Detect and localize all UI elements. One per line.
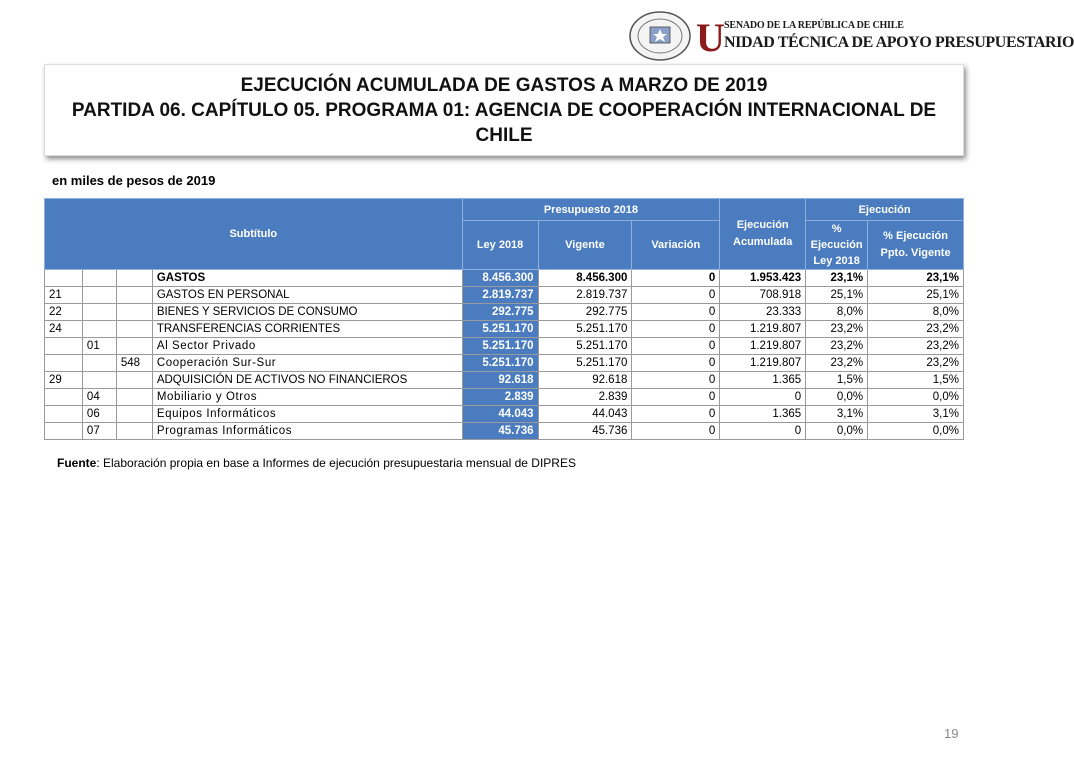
- variacion-value: 0: [632, 406, 720, 423]
- asignacion-code: [116, 321, 152, 338]
- pct-vigente-value: 3,1%: [868, 406, 964, 423]
- variacion-value: 0: [632, 338, 720, 355]
- asignacion-code: [116, 304, 152, 321]
- row-name: Mobiliario y Otros: [152, 389, 462, 406]
- variacion-value: 0: [632, 423, 720, 440]
- table-row: [45, 321, 964, 338]
- vigente-value: 2.839: [538, 389, 632, 406]
- ley-2018-value: 92.618: [462, 372, 538, 389]
- units-label: en miles de pesos de 2019: [52, 173, 216, 188]
- item-code: [82, 287, 116, 304]
- ejecucion-value: 0: [720, 389, 806, 406]
- header-presupuesto: Presupuesto 2018: [462, 199, 720, 221]
- pct-vigente-value: 0,0%: [868, 389, 964, 406]
- ejecucion-value: 0: [720, 423, 806, 440]
- brand-unit-line: NIDAD TÉCNICA DE APOYO PRESUPUESTARIO: [724, 34, 1074, 51]
- title-line-2: PARTIDA 06. CAPÍTULO 05. PROGRAMA 01: AGENCIA DE COOPERACIÓN INTERNACIONAL DE: [71, 100, 937, 121]
- ejecucion-value: 1.219.807: [720, 338, 806, 355]
- ejecucion-value: 23.333: [720, 304, 806, 321]
- pct-vigente-value: 23,1%: [868, 270, 964, 287]
- subtitulo-code: [45, 270, 83, 287]
- item-code: 07: [82, 423, 116, 440]
- pct-ley-value: 25,1%: [806, 287, 868, 304]
- table-row: [45, 338, 964, 355]
- header-pct-vigente: % Ejecución Ppto. Vigente: [868, 221, 964, 270]
- variacion-value: 0: [632, 270, 720, 287]
- vigente-value: 5.251.170: [538, 355, 632, 372]
- pct-ley-value: 1,5%: [806, 372, 868, 389]
- header-logo: [628, 10, 1074, 62]
- pct-ley-value: 0,0%: [806, 389, 868, 406]
- ejecucion-value: 1.365: [720, 406, 806, 423]
- item-code: [82, 304, 116, 321]
- header-ejecucion-group: Ejecución: [806, 199, 964, 221]
- pct-ley-value: 23,1%: [806, 270, 868, 287]
- asignacion-code: [116, 270, 152, 287]
- pct-vigente-value: 8,0%: [868, 304, 964, 321]
- pct-ley-value: 23,2%: [806, 355, 868, 372]
- variacion-value: 0: [632, 389, 720, 406]
- vigente-value: 45.736: [538, 423, 632, 440]
- variacion-value: 0: [632, 304, 720, 321]
- row-name: ADQUISICIÓN DE ACTIVOS NO FINANCIEROS: [152, 372, 462, 389]
- pct-vigente-value: 0,0%: [868, 423, 964, 440]
- asignacion-code: 548: [116, 355, 152, 372]
- header-pct-ley: % Ejecución Ley 2018: [806, 221, 868, 270]
- row-name: TRANSFERENCIAS CORRIENTES: [152, 321, 462, 338]
- source-label: Fuente: [57, 456, 97, 470]
- table-row: [45, 270, 964, 287]
- row-name: Programas Informáticos: [152, 423, 462, 440]
- row-name: Cooperación Sur-Sur: [152, 355, 462, 372]
- row-name: Al Sector Privado: [152, 338, 462, 355]
- title-line-1: EJECUCIÓN ACUMULADA DE GASTOS A MARZO DE 2019: [240, 75, 768, 96]
- vigente-value: 5.251.170: [538, 321, 632, 338]
- subtitulo-code: [45, 423, 83, 440]
- ejecucion-value: 1.365: [720, 372, 806, 389]
- source-note: [57, 456, 576, 470]
- pct-vigente-value: 23,2%: [868, 321, 964, 338]
- ley-2018-value: 292.775: [462, 304, 538, 321]
- title-line-3: CHILE: [475, 125, 533, 146]
- source-text: : Elaboración propia en base a Informes de ejecución presupuestaria mensual de DIPRES: [96, 456, 576, 470]
- asignacion-code: [116, 287, 152, 304]
- asignacion-code: [116, 389, 152, 406]
- vigente-value: 44.043: [538, 406, 632, 423]
- variacion-value: 0: [632, 321, 720, 338]
- brand-senate-line: SENADO DE LA REPÚBLICA DE CHILE: [724, 20, 904, 31]
- senate-seal-icon: [628, 10, 692, 62]
- item-code: 04: [82, 389, 116, 406]
- ley-2018-value: 44.043: [462, 406, 538, 423]
- asignacion-code: [116, 423, 152, 440]
- pct-ley-value: 3,1%: [806, 406, 868, 423]
- table-row: [45, 287, 964, 304]
- asignacion-code: [116, 372, 152, 389]
- ejecucion-value: 1.219.807: [720, 321, 806, 338]
- table-row: [45, 372, 964, 389]
- asignacion-code: [116, 406, 152, 423]
- page-number: 19: [944, 726, 959, 741]
- title-box: [44, 64, 964, 156]
- ley-2018-value: 2.839: [462, 389, 538, 406]
- subtitulo-code: [45, 338, 83, 355]
- vigente-value: 8.456.300: [538, 270, 632, 287]
- item-code: [82, 270, 116, 287]
- variacion-value: 0: [632, 372, 720, 389]
- pct-ley-value: 23,2%: [806, 321, 868, 338]
- ley-2018-value: 45.736: [462, 423, 538, 440]
- asignacion-code: [116, 338, 152, 355]
- ley-2018-value: 5.251.170: [462, 338, 538, 355]
- ley-2018-value: 5.251.170: [462, 321, 538, 338]
- ley-2018-value: 8.456.300: [462, 270, 538, 287]
- row-name: GASTOS: [152, 270, 462, 287]
- subtitulo-code: [45, 389, 83, 406]
- row-name: GASTOS EN PERSONAL: [152, 287, 462, 304]
- item-code: [82, 372, 116, 389]
- item-code: [82, 321, 116, 338]
- table-row: [45, 304, 964, 321]
- pct-vigente-value: 25,1%: [868, 287, 964, 304]
- pct-ley-value: 8,0%: [806, 304, 868, 321]
- pct-vigente-value: 23,2%: [868, 338, 964, 355]
- table-row: [45, 389, 964, 406]
- table-row: [45, 406, 964, 423]
- pct-vigente-value: 23,2%: [868, 355, 964, 372]
- pct-ley-value: 0,0%: [806, 423, 868, 440]
- variacion-value: 0: [632, 287, 720, 304]
- ley-2018-value: 5.251.170: [462, 355, 538, 372]
- brand-initial: U: [696, 15, 725, 60]
- ejecucion-value: 1.219.807: [720, 355, 806, 372]
- variacion-value: 0: [632, 355, 720, 372]
- row-name: BIENES Y SERVICIOS DE CONSUMO: [152, 304, 462, 321]
- subtitulo-code: 29: [45, 372, 83, 389]
- table-row: [45, 355, 964, 372]
- vigente-value: 292.775: [538, 304, 632, 321]
- item-code: 06: [82, 406, 116, 423]
- header-subtitulo: Subtítulo: [45, 199, 463, 270]
- table-row: [45, 423, 964, 440]
- subtitulo-code: 21: [45, 287, 83, 304]
- pct-vigente-value: 1,5%: [868, 372, 964, 389]
- subtitulo-code: [45, 406, 83, 423]
- ejecucion-value: 708.918: [720, 287, 806, 304]
- budget-table: [44, 198, 964, 440]
- subtitulo-code: 22: [45, 304, 83, 321]
- row-name: Equipos Informáticos: [152, 406, 462, 423]
- vigente-value: 2.819.737: [538, 287, 632, 304]
- header-ejec-acumulada: Ejecución Acumulada: [720, 199, 806, 270]
- vigente-value: 92.618: [538, 372, 632, 389]
- header-ley: Ley 2018: [462, 221, 538, 270]
- pct-ley-value: 23,2%: [806, 338, 868, 355]
- vigente-value: 5.251.170: [538, 338, 632, 355]
- header-variacion: Variación: [632, 221, 720, 270]
- subtitulo-code: 24: [45, 321, 83, 338]
- ejecucion-value: 1.953.423: [720, 270, 806, 287]
- item-code: 01: [82, 338, 116, 355]
- ley-2018-value: 2.819.737: [462, 287, 538, 304]
- subtitulo-code: [45, 355, 83, 372]
- item-code: [82, 355, 116, 372]
- header-vigente: Vigente: [538, 221, 632, 270]
